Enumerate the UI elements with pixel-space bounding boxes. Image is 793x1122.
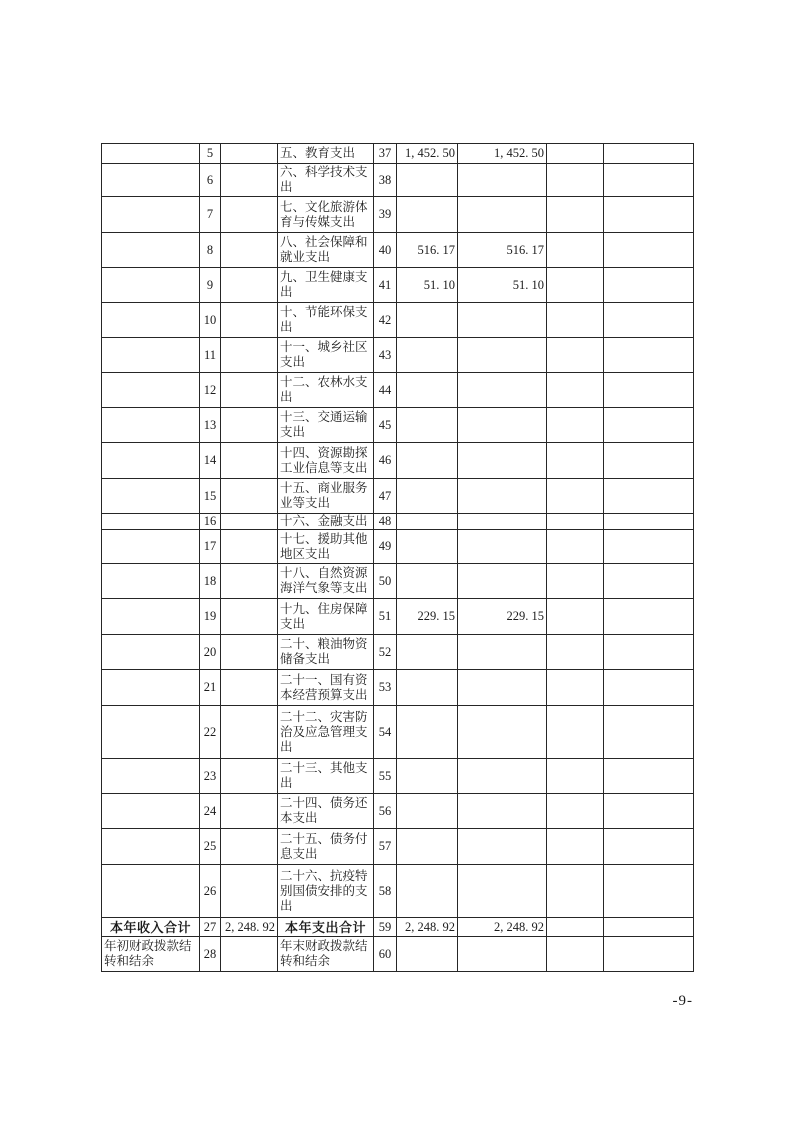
- expense-line-no-cell: 57: [374, 829, 397, 865]
- expense-line-no-cell: 51: [374, 599, 397, 635]
- income-item-cell: [102, 268, 200, 303]
- expense-amount-cell-3: [547, 408, 604, 443]
- expense-amount-cell-3: [547, 443, 604, 479]
- expense-amount-cell-2: [458, 564, 547, 599]
- expense-amount-cell-3: [547, 829, 604, 865]
- expense-amount-cell-4: [604, 635, 694, 670]
- expense-line-no-cell: 50: [374, 564, 397, 599]
- expense-line-no-cell: 43: [374, 338, 397, 373]
- income-item-cell: [102, 373, 200, 408]
- expense-item-cell: 二十五、债务付息支出: [278, 829, 374, 865]
- budget-table-body: [102, 144, 694, 972]
- expense-item-cell: 十一、城乡社区支出: [278, 338, 374, 373]
- income-amount-cell: [221, 268, 278, 303]
- income-amount-cell: [221, 408, 278, 443]
- income-amount-cell: [221, 233, 278, 268]
- expense-item-cell: 二十四、债务还本支出: [278, 794, 374, 829]
- expense-amount-cell-1: 51. 10: [397, 268, 458, 303]
- income-line-no-cell: 7: [200, 197, 221, 233]
- expense-item-cell: 十四、资源勘探工业信息等支出: [278, 443, 374, 479]
- income-line-no-cell: 25: [200, 829, 221, 865]
- expense-item-cell: 二十三、其他支出: [278, 759, 374, 794]
- income-item-cell: [102, 408, 200, 443]
- expense-line-no-cell: 56: [374, 794, 397, 829]
- expense-line-no-cell: 48: [374, 514, 397, 530]
- table-row: [102, 530, 694, 564]
- expense-item-cell: 二十一、国有资本经营预算支出: [278, 670, 374, 706]
- expense-amount-cell-4: [604, 443, 694, 479]
- expense-amount-cell-1: [397, 706, 458, 759]
- expense-line-no-cell: 47: [374, 479, 397, 514]
- income-line-no-cell: 6: [200, 164, 221, 197]
- expense-amount-cell-4: [604, 794, 694, 829]
- expense-amount-cell-2: [458, 635, 547, 670]
- expense-line-no-cell: 49: [374, 530, 397, 564]
- expense-amount-cell-1: [397, 408, 458, 443]
- table-row: [102, 759, 694, 794]
- income-line-no-cell: 24: [200, 794, 221, 829]
- expense-line-no-cell: 59: [374, 918, 397, 937]
- expense-amount-cell-2: [458, 670, 547, 706]
- expense-amount-cell-2: 2, 248. 92: [458, 918, 547, 937]
- expense-amount-cell-3: [547, 706, 604, 759]
- expense-item-cell: 二十二、灾害防治及应急管理支出: [278, 706, 374, 759]
- expense-item-cell: 十七、援助其他地区支出: [278, 530, 374, 564]
- expense-amount-cell-3: [547, 268, 604, 303]
- expense-amount-cell-3: [547, 918, 604, 937]
- expense-amount-cell-4: [604, 408, 694, 443]
- expense-amount-cell-2: [458, 197, 547, 233]
- income-item-cell: [102, 479, 200, 514]
- table-row: [102, 479, 694, 514]
- expense-amount-cell-3: [547, 514, 604, 530]
- income-item-cell: [102, 759, 200, 794]
- expense-item-cell: 十二、农林水支出: [278, 373, 374, 408]
- expense-amount-cell-4: [604, 865, 694, 918]
- expense-amount-cell-1: [397, 530, 458, 564]
- expense-amount-cell-1: [397, 635, 458, 670]
- expense-amount-cell-2: [458, 530, 547, 564]
- expense-amount-cell-4: [604, 303, 694, 338]
- income-amount-cell: [221, 670, 278, 706]
- expense-amount-cell-4: [604, 164, 694, 197]
- expense-amount-cell-4: [604, 233, 694, 268]
- income-line-no-cell: 28: [200, 937, 221, 972]
- expense-amount-cell-2: [458, 514, 547, 530]
- expense-item-cell: 二十六、抗疫特别国债安排的支出: [278, 865, 374, 918]
- expense-line-no-cell: 60: [374, 937, 397, 972]
- expense-amount-cell-2: [458, 937, 547, 972]
- expense-amount-cell-3: [547, 635, 604, 670]
- table-row: [102, 144, 694, 164]
- expense-amount-cell-1: [397, 443, 458, 479]
- income-line-no-cell: 10: [200, 303, 221, 338]
- income-item-cell: 年初财政拨款结转和结余: [102, 937, 200, 972]
- table-row: [102, 706, 694, 759]
- expense-amount-cell-2: [458, 706, 547, 759]
- expense-amount-cell-1: [397, 937, 458, 972]
- expense-amount-cell-1: 1, 452. 50: [397, 144, 458, 164]
- expense-line-no-cell: 37: [374, 144, 397, 164]
- income-line-no-cell: 21: [200, 670, 221, 706]
- income-item-cell: [102, 164, 200, 197]
- income-item-cell: [102, 197, 200, 233]
- income-item-cell: [102, 706, 200, 759]
- expense-item-cell: 十、节能环保支出: [278, 303, 374, 338]
- income-line-no-cell: 15: [200, 479, 221, 514]
- table-row: [102, 635, 694, 670]
- expense-line-no-cell: 41: [374, 268, 397, 303]
- income-line-no-cell: 20: [200, 635, 221, 670]
- table-row: [102, 670, 694, 706]
- expense-amount-cell-4: [604, 564, 694, 599]
- income-amount-cell: [221, 865, 278, 918]
- expense-amount-cell-1: [397, 829, 458, 865]
- income-line-no-cell: 19: [200, 599, 221, 635]
- income-amount-cell: [221, 144, 278, 164]
- table-row: [102, 197, 694, 233]
- expense-amount-cell-1: [397, 373, 458, 408]
- expense-item-cell: 五、教育支出: [278, 144, 374, 164]
- income-item-cell: [102, 514, 200, 530]
- income-item-cell: 本年收入合计: [102, 918, 200, 937]
- expense-item-cell: 十五、商业服务业等支出: [278, 479, 374, 514]
- budget-table: [101, 143, 694, 972]
- table-row: [102, 564, 694, 599]
- expense-line-no-cell: 42: [374, 303, 397, 338]
- income-line-no-cell: 27: [200, 918, 221, 937]
- expense-amount-cell-2: [458, 443, 547, 479]
- expense-item-cell: 年末财政拨款结转和结余: [278, 937, 374, 972]
- income-amount-cell: [221, 635, 278, 670]
- expense-amount-cell-3: [547, 937, 604, 972]
- income-item-cell: [102, 303, 200, 338]
- expense-amount-cell-4: [604, 479, 694, 514]
- income-amount-cell: [221, 564, 278, 599]
- expense-amount-cell-3: [547, 794, 604, 829]
- table-row: [102, 268, 694, 303]
- income-item-cell: [102, 670, 200, 706]
- expense-line-no-cell: 38: [374, 164, 397, 197]
- income-line-no-cell: 11: [200, 338, 221, 373]
- income-item-cell: [102, 564, 200, 599]
- expense-item-cell: 七、文化旅游体育与传媒支出: [278, 197, 374, 233]
- expense-amount-cell-3: [547, 759, 604, 794]
- income-amount-cell: [221, 706, 278, 759]
- expense-amount-cell-1: [397, 338, 458, 373]
- expense-amount-cell-2: 1, 452. 50: [458, 144, 547, 164]
- expense-amount-cell-3: [547, 670, 604, 706]
- expense-amount-cell-1: [397, 759, 458, 794]
- expense-amount-cell-3: [547, 338, 604, 373]
- expense-amount-cell-2: [458, 408, 547, 443]
- expense-line-no-cell: 40: [374, 233, 397, 268]
- expense-amount-cell-3: [547, 373, 604, 408]
- income-line-no-cell: 14: [200, 443, 221, 479]
- income-item-cell: [102, 635, 200, 670]
- expense-amount-cell-4: [604, 599, 694, 635]
- expense-amount-cell-4: [604, 829, 694, 865]
- income-item-cell: [102, 530, 200, 564]
- income-line-no-cell: 26: [200, 865, 221, 918]
- expense-line-no-cell: 58: [374, 865, 397, 918]
- expense-amount-cell-3: [547, 197, 604, 233]
- expense-amount-cell-2: 516. 17: [458, 233, 547, 268]
- expense-amount-cell-3: [547, 865, 604, 918]
- expense-amount-cell-2: [458, 479, 547, 514]
- expense-amount-cell-4: [604, 268, 694, 303]
- expense-item-cell: 十六、金融支出: [278, 514, 374, 530]
- expense-line-no-cell: 45: [374, 408, 397, 443]
- expense-item-cell: 六、科学技术支出: [278, 164, 374, 197]
- income-amount-cell: 2, 248. 92: [221, 918, 278, 937]
- income-item-cell: [102, 233, 200, 268]
- expense-line-no-cell: 53: [374, 670, 397, 706]
- table-row: [102, 829, 694, 865]
- expense-amount-cell-2: [458, 794, 547, 829]
- expense-item-cell: 八、社会保障和就业支出: [278, 233, 374, 268]
- income-line-no-cell: 9: [200, 268, 221, 303]
- expense-amount-cell-1: [397, 479, 458, 514]
- income-amount-cell: [221, 759, 278, 794]
- expense-amount-cell-3: [547, 164, 604, 197]
- income-line-no-cell: 17: [200, 530, 221, 564]
- income-amount-cell: [221, 164, 278, 197]
- income-amount-cell: [221, 303, 278, 338]
- expense-amount-cell-1: 2, 248. 92: [397, 918, 458, 937]
- expense-amount-cell-4: [604, 937, 694, 972]
- table-row: [102, 373, 694, 408]
- expense-item-cell: 十三、交通运输支出: [278, 408, 374, 443]
- income-line-no-cell: 13: [200, 408, 221, 443]
- expense-amount-cell-1: [397, 514, 458, 530]
- income-line-no-cell: 23: [200, 759, 221, 794]
- table-row: [102, 514, 694, 530]
- income-amount-cell: [221, 937, 278, 972]
- expense-amount-cell-1: [397, 865, 458, 918]
- expense-line-no-cell: 39: [374, 197, 397, 233]
- income-item-cell: [102, 794, 200, 829]
- table-row: [102, 303, 694, 338]
- expense-amount-cell-2: 51. 10: [458, 268, 547, 303]
- expense-amount-cell-4: [604, 706, 694, 759]
- income-line-no-cell: 12: [200, 373, 221, 408]
- income-line-no-cell: 16: [200, 514, 221, 530]
- expense-amount-cell-3: [547, 303, 604, 338]
- expense-amount-cell-4: [604, 514, 694, 530]
- income-amount-cell: [221, 829, 278, 865]
- income-amount-cell: [221, 794, 278, 829]
- expense-line-no-cell: 46: [374, 443, 397, 479]
- table-row: [102, 233, 694, 268]
- table-row: [102, 408, 694, 443]
- expense-amount-cell-3: [547, 144, 604, 164]
- income-item-cell: [102, 599, 200, 635]
- expense-amount-cell-1: [397, 164, 458, 197]
- expense-amount-cell-1: 229. 15: [397, 599, 458, 635]
- expense-line-no-cell: 54: [374, 706, 397, 759]
- table-row: [102, 794, 694, 829]
- expense-amount-cell-1: 516. 17: [397, 233, 458, 268]
- expense-amount-cell-2: [458, 829, 547, 865]
- expense-amount-cell-1: [397, 197, 458, 233]
- income-amount-cell: [221, 599, 278, 635]
- income-amount-cell: [221, 373, 278, 408]
- expense-amount-cell-4: [604, 373, 694, 408]
- table-row: [102, 443, 694, 479]
- income-amount-cell: [221, 338, 278, 373]
- table-row: [102, 599, 694, 635]
- expense-amount-cell-1: [397, 794, 458, 829]
- table-row: [102, 918, 694, 937]
- expense-item-cell: 本年支出合计: [278, 918, 374, 937]
- income-line-no-cell: 22: [200, 706, 221, 759]
- income-amount-cell: [221, 479, 278, 514]
- income-amount-cell: [221, 197, 278, 233]
- expense-item-cell: 十九、住房保障支出: [278, 599, 374, 635]
- table-row: [102, 338, 694, 373]
- expense-amount-cell-4: [604, 670, 694, 706]
- expense-line-no-cell: 55: [374, 759, 397, 794]
- expense-amount-cell-4: [604, 759, 694, 794]
- expense-amount-cell-3: [547, 233, 604, 268]
- expense-item-cell: 十八、自然资源海洋气象等支出: [278, 564, 374, 599]
- table-row: [102, 937, 694, 972]
- expense-amount-cell-2: 229. 15: [458, 599, 547, 635]
- expense-amount-cell-2: [458, 164, 547, 197]
- expense-amount-cell-4: [604, 530, 694, 564]
- expense-amount-cell-3: [547, 599, 604, 635]
- expense-amount-cell-2: [458, 373, 547, 408]
- expense-line-no-cell: 44: [374, 373, 397, 408]
- expense-amount-cell-1: [397, 564, 458, 599]
- income-amount-cell: [221, 443, 278, 479]
- expense-item-cell: 二十、粮油物资储备支出: [278, 635, 374, 670]
- expense-amount-cell-2: [458, 338, 547, 373]
- expense-amount-cell-3: [547, 564, 604, 599]
- income-amount-cell: [221, 530, 278, 564]
- income-item-cell: [102, 338, 200, 373]
- income-amount-cell: [221, 514, 278, 530]
- expense-amount-cell-4: [604, 918, 694, 937]
- table-row: [102, 164, 694, 197]
- income-item-cell: [102, 865, 200, 918]
- income-line-no-cell: 8: [200, 233, 221, 268]
- income-line-no-cell: 5: [200, 144, 221, 164]
- expense-line-no-cell: 52: [374, 635, 397, 670]
- income-item-cell: [102, 829, 200, 865]
- income-item-cell: [102, 443, 200, 479]
- page-number: -9-: [672, 993, 693, 1009]
- expense-amount-cell-2: [458, 759, 547, 794]
- expense-item-cell: 九、卫生健康支出: [278, 268, 374, 303]
- expense-amount-cell-4: [604, 338, 694, 373]
- expense-amount-cell-4: [604, 197, 694, 233]
- expense-amount-cell-1: [397, 670, 458, 706]
- income-line-no-cell: 18: [200, 564, 221, 599]
- expense-amount-cell-3: [547, 530, 604, 564]
- expense-amount-cell-2: [458, 865, 547, 918]
- table-row: [102, 865, 694, 918]
- income-item-cell: [102, 144, 200, 164]
- expense-amount-cell-3: [547, 479, 604, 514]
- expense-amount-cell-2: [458, 303, 547, 338]
- expense-amount-cell-4: [604, 144, 694, 164]
- expense-amount-cell-1: [397, 303, 458, 338]
